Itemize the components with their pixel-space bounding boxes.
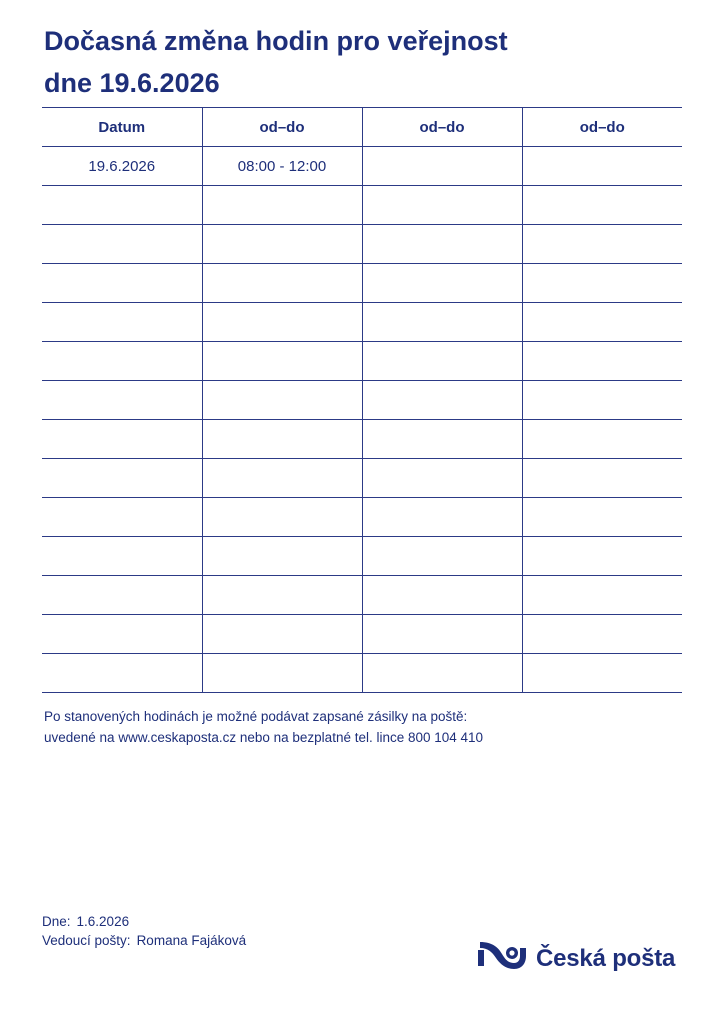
logo-text: Česká pošta (536, 945, 676, 972)
date-cell (42, 615, 202, 654)
time-cell (202, 225, 362, 264)
table-row (42, 498, 682, 537)
time-cell (522, 576, 682, 615)
ceska-posta-logo (478, 942, 675, 976)
time-cell (522, 147, 682, 186)
time-cell (202, 537, 362, 576)
date-cell (42, 303, 202, 342)
time-cell (362, 303, 522, 342)
table-row (42, 654, 682, 693)
time-cell (362, 186, 522, 225)
post-horn-icon (478, 942, 528, 976)
manager-label: Vedoucí pošty: (42, 933, 131, 948)
time-cell (362, 576, 522, 615)
time-cell (522, 264, 682, 303)
note-line-2: uvedené na www.ceskaposta.cz nebo na bezplatné tel. lince 800 104 410 (44, 730, 484, 745)
time-cell (202, 420, 362, 459)
column-header-from-to-2: od–do (362, 108, 522, 147)
note-line-1: Po stanovených hodinách je možné podávat zapsané zásilky na poště: (44, 709, 468, 724)
date-cell: 19.6.2026 (42, 147, 202, 186)
time-cell (522, 459, 682, 498)
time-cell (522, 186, 682, 225)
time-cell (522, 498, 682, 537)
time-cell (202, 381, 362, 420)
column-header-from-to-3: od–do (522, 108, 682, 147)
date-cell (42, 342, 202, 381)
column-header-date: Datum (42, 108, 202, 147)
table-row (42, 186, 682, 225)
manager-value: Romana Fajáková (136, 933, 247, 948)
table-row (42, 459, 682, 498)
time-cell (362, 147, 522, 186)
date-cell (42, 576, 202, 615)
time-cell (362, 420, 522, 459)
time-cell (202, 654, 362, 693)
column-header-from-to-1: od–do (202, 108, 362, 147)
time-cell (522, 225, 682, 264)
table-row (42, 615, 682, 654)
note (44, 706, 483, 748)
table-body (42, 147, 682, 693)
table-row (42, 420, 682, 459)
date-row (42, 912, 246, 931)
time-cell (362, 225, 522, 264)
time-cell (362, 654, 522, 693)
date-value: 1.6.2026 (76, 914, 130, 929)
table-row (42, 225, 682, 264)
time-cell (522, 381, 682, 420)
time-cell (202, 615, 362, 654)
time-cell (362, 342, 522, 381)
time-cell (522, 342, 682, 381)
page-title (44, 20, 508, 104)
date-cell (42, 186, 202, 225)
time-cell (202, 342, 362, 381)
table-row (42, 537, 682, 576)
table-header-row (42, 108, 682, 147)
date-cell (42, 225, 202, 264)
date-cell (42, 459, 202, 498)
title-line-2: dne 19.6.2026 (44, 68, 220, 98)
table-row (42, 342, 682, 381)
time-cell: 08:00 - 12:00 (202, 147, 362, 186)
table-row (42, 264, 682, 303)
manager-row (42, 931, 246, 950)
time-cell (362, 264, 522, 303)
time-cell (362, 615, 522, 654)
time-cell (202, 459, 362, 498)
date-label: Dne: (42, 914, 71, 929)
footer-meta (42, 912, 246, 950)
date-cell (42, 537, 202, 576)
date-cell (42, 381, 202, 420)
time-cell (522, 654, 682, 693)
time-cell (522, 537, 682, 576)
date-cell (42, 654, 202, 693)
title-line-1: Dočasná změna hodin pro veřejnost (44, 26, 508, 56)
time-cell (362, 537, 522, 576)
time-cell (362, 459, 522, 498)
date-cell (42, 498, 202, 537)
time-cell (202, 264, 362, 303)
time-cell (202, 498, 362, 537)
time-cell (362, 498, 522, 537)
table-row (42, 303, 682, 342)
hours-table (42, 107, 682, 693)
time-cell (522, 615, 682, 654)
time-cell (362, 381, 522, 420)
table-row (42, 576, 682, 615)
time-cell (202, 186, 362, 225)
table-row (42, 147, 682, 186)
date-cell (42, 264, 202, 303)
table-row (42, 381, 682, 420)
date-cell (42, 420, 202, 459)
time-cell (522, 420, 682, 459)
time-cell (202, 303, 362, 342)
time-cell (202, 576, 362, 615)
time-cell (522, 303, 682, 342)
